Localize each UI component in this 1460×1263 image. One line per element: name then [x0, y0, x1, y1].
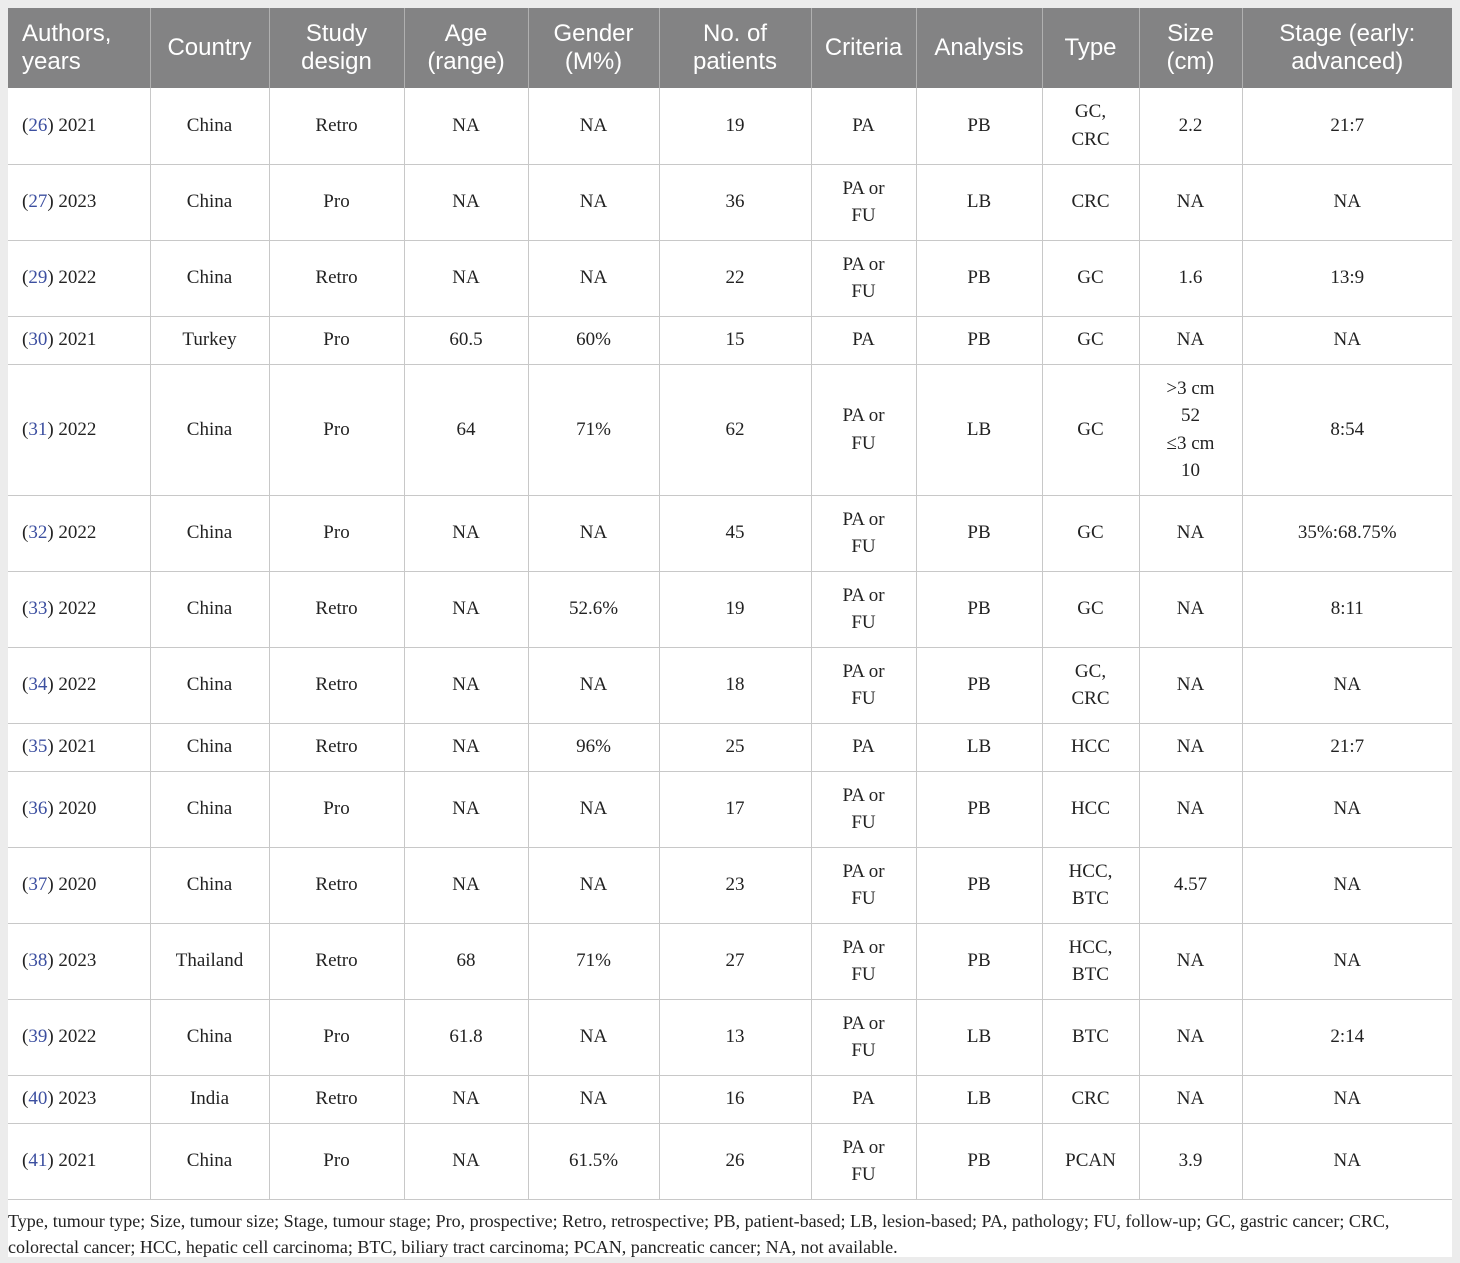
table-row	[8, 723, 1452, 771]
header-age: Age (range)	[404, 8, 528, 88]
cell-patients: 27	[659, 923, 811, 999]
table-row	[8, 495, 1452, 571]
cell-analysis: PB	[916, 647, 1042, 723]
year: 2022	[58, 598, 97, 620]
cell-authors-years	[8, 495, 150, 571]
cell-size: 1.6	[1139, 240, 1242, 316]
cell-analysis: PB	[916, 240, 1042, 316]
paren-open: (	[22, 1026, 29, 1048]
cell-type: HCC	[1042, 771, 1139, 847]
cell-gender: NA	[528, 999, 659, 1075]
cell-country: China	[150, 571, 269, 647]
table-row	[8, 364, 1452, 495]
cell-design: Retro	[269, 647, 404, 723]
cell-age: NA	[404, 1123, 528, 1199]
cell-size: NA	[1139, 999, 1242, 1075]
cell-stage: NA	[1242, 164, 1452, 240]
cell-stage: 2:14	[1242, 999, 1452, 1075]
cell-authors-years	[8, 771, 150, 847]
cell-age: NA	[404, 164, 528, 240]
cell-age: NA	[404, 647, 528, 723]
cell-gender: NA	[528, 847, 659, 923]
cell-gender: 96%	[528, 723, 659, 771]
paren-close: )	[47, 522, 59, 544]
header-country: Country	[150, 8, 269, 88]
cell-country: Thailand	[150, 923, 269, 999]
paren-close: )	[47, 115, 59, 136]
cell-stage: 8:11	[1242, 571, 1452, 647]
paren-close: )	[47, 329, 59, 351]
cell-stage: 21:7	[1242, 88, 1452, 164]
year: 2023	[58, 191, 97, 213]
year: 2023	[58, 1088, 97, 1110]
cell-analysis: LB	[916, 164, 1042, 240]
cell-type: CRC	[1042, 164, 1139, 240]
cell-patients: 22	[659, 240, 811, 316]
reference-link[interactable]: 26	[28, 115, 48, 136]
cell-authors-years	[8, 88, 150, 164]
reference-link[interactable]: 38	[28, 950, 48, 972]
cell-criteria: PA or FU	[811, 364, 916, 495]
reference-link[interactable]: 39	[28, 1026, 48, 1048]
cell-analysis: PB	[916, 495, 1042, 571]
cell-size: NA	[1139, 164, 1242, 240]
paren-close: )	[47, 598, 59, 620]
cell-country: China	[150, 240, 269, 316]
table-row	[8, 571, 1452, 647]
table-header-row	[8, 8, 1452, 88]
cell-design: Pro	[269, 164, 404, 240]
cell-design: Retro	[269, 723, 404, 771]
cell-gender: NA	[528, 647, 659, 723]
cell-analysis: PB	[916, 847, 1042, 923]
year: 2021	[58, 1150, 97, 1172]
cell-stage: NA	[1242, 771, 1452, 847]
cell-analysis: PB	[916, 571, 1042, 647]
cell-gender: 60%	[528, 316, 659, 364]
paren-close: )	[47, 874, 59, 896]
table-row	[8, 1123, 1452, 1199]
paren-open: (	[22, 418, 29, 440]
cell-stage: NA	[1242, 1123, 1452, 1199]
cell-size: 4.57	[1139, 847, 1242, 923]
header-size: Size (cm)	[1139, 8, 1242, 88]
paren-open: (	[22, 522, 29, 544]
cell-authors-years	[8, 316, 150, 364]
paren-close: )	[47, 736, 59, 758]
cell-analysis: LB	[916, 723, 1042, 771]
cell-stage: NA	[1242, 847, 1452, 923]
cell-age: NA	[404, 571, 528, 647]
cell-type: GC	[1042, 240, 1139, 316]
year: 2020	[58, 798, 97, 820]
header-type: Type	[1042, 8, 1139, 88]
cell-analysis: LB	[916, 999, 1042, 1075]
cell-gender: NA	[528, 495, 659, 571]
cell-authors-years	[8, 847, 150, 923]
cell-size: 2.2	[1139, 88, 1242, 164]
cell-age: NA	[404, 847, 528, 923]
cell-country: China	[150, 364, 269, 495]
cell-age: NA	[404, 240, 528, 316]
year: 2022	[58, 522, 97, 544]
cell-size: NA	[1139, 1075, 1242, 1123]
cell-patients: 18	[659, 647, 811, 723]
cell-patients: 13	[659, 999, 811, 1075]
cell-type: GC, CRC	[1042, 88, 1139, 164]
cell-design: Pro	[269, 495, 404, 571]
paren-open: (	[22, 798, 29, 820]
paren-open: (	[22, 874, 29, 896]
cell-analysis: PB	[916, 1123, 1042, 1199]
paren-open: (	[22, 736, 29, 758]
cell-type: BTC	[1042, 999, 1139, 1075]
header-gender: Gender (M%)	[528, 8, 659, 88]
cell-gender: 52.6%	[528, 571, 659, 647]
cell-authors-years	[8, 1123, 150, 1199]
cell-authors-years	[8, 240, 150, 316]
cell-analysis: PB	[916, 316, 1042, 364]
cell-design: Retro	[269, 847, 404, 923]
year: 2022	[58, 1026, 97, 1048]
cell-age: 61.8	[404, 999, 528, 1075]
cell-patients: 26	[659, 1123, 811, 1199]
cell-type: CRC	[1042, 1075, 1139, 1123]
cell-criteria: PA or FU	[811, 847, 916, 923]
paren-open: (	[22, 115, 29, 136]
cell-size: NA	[1139, 723, 1242, 771]
year: 2023	[58, 950, 97, 972]
cell-country: China	[150, 771, 269, 847]
cell-analysis: PB	[916, 923, 1042, 999]
year: 2022	[58, 674, 97, 696]
table-body	[8, 88, 1452, 1199]
cell-authors-years	[8, 923, 150, 999]
paren-close: )	[47, 798, 59, 820]
cell-patients: 36	[659, 164, 811, 240]
reference-link[interactable]: 35	[28, 736, 48, 758]
cell-size: NA	[1139, 771, 1242, 847]
cell-criteria: PA or FU	[811, 923, 916, 999]
cell-criteria: PA or FU	[811, 647, 916, 723]
reference-link[interactable]: 33	[28, 598, 48, 620]
cell-size: NA	[1139, 923, 1242, 999]
header-criteria: Criteria	[811, 8, 916, 88]
reference-link[interactable]: 29	[28, 267, 48, 289]
cell-patients: 19	[659, 88, 811, 164]
cell-authors-years	[8, 164, 150, 240]
reference-link[interactable]: 41	[28, 1150, 48, 1172]
table-row	[8, 164, 1452, 240]
cell-type: GC	[1042, 364, 1139, 495]
cell-type: GC	[1042, 495, 1139, 571]
cell-size: NA	[1139, 647, 1242, 723]
cell-country: China	[150, 723, 269, 771]
cell-design: Pro	[269, 771, 404, 847]
table-row	[8, 999, 1452, 1075]
cell-stage: NA	[1242, 923, 1452, 999]
cell-age: 64	[404, 364, 528, 495]
reference-link[interactable]: 36	[28, 798, 48, 820]
year: 2021	[58, 329, 97, 351]
paren-open: (	[22, 674, 29, 696]
cell-age: NA	[404, 771, 528, 847]
cell-stage: 21:7	[1242, 723, 1452, 771]
cell-size: NA	[1139, 571, 1242, 647]
paren-open: (	[22, 1088, 29, 1110]
reference-link[interactable]: 31	[28, 418, 48, 440]
paren-close: )	[47, 950, 59, 972]
header-no-of-patients: No. of patients	[659, 8, 811, 88]
cell-criteria: PA	[811, 723, 916, 771]
year: 2022	[58, 267, 97, 289]
cell-criteria: PA or FU	[811, 571, 916, 647]
table-row	[8, 923, 1452, 999]
cell-type: PCAN	[1042, 1123, 1139, 1199]
cell-country: China	[150, 847, 269, 923]
cell-authors-years	[8, 999, 150, 1075]
cell-age: NA	[404, 88, 528, 164]
year: 2021	[58, 115, 97, 136]
cell-size: 3.9	[1139, 1123, 1242, 1199]
cell-design: Pro	[269, 316, 404, 364]
cell-stage: NA	[1242, 316, 1452, 364]
header-authors-years: Authors, years	[8, 8, 150, 88]
reference-link[interactable]: 30	[28, 329, 48, 351]
paren-close: )	[47, 267, 59, 289]
cell-country: China	[150, 88, 269, 164]
cell-gender: NA	[528, 88, 659, 164]
cell-criteria: PA	[811, 316, 916, 364]
cell-analysis: LB	[916, 364, 1042, 495]
year: 2020	[58, 874, 97, 896]
header-analysis: Analysis	[916, 8, 1042, 88]
cell-design: Retro	[269, 240, 404, 316]
cell-criteria: PA	[811, 88, 916, 164]
paren-open: (	[22, 267, 29, 289]
paren-close: )	[47, 418, 59, 440]
cell-country: Turkey	[150, 316, 269, 364]
cell-age: NA	[404, 495, 528, 571]
cell-country: India	[150, 1075, 269, 1123]
cell-patients: 45	[659, 495, 811, 571]
cell-gender: 71%	[528, 923, 659, 999]
cell-analysis: PB	[916, 88, 1042, 164]
cell-criteria: PA or FU	[811, 999, 916, 1075]
cell-patients: 23	[659, 847, 811, 923]
paren-close: )	[47, 1026, 59, 1048]
studies-table	[8, 8, 1452, 1200]
cell-authors-years	[8, 364, 150, 495]
paren-open: (	[22, 191, 29, 213]
header-stage: Stage (early: advanced)	[1242, 8, 1452, 88]
cell-design: Retro	[269, 923, 404, 999]
cell-stage: 13:9	[1242, 240, 1452, 316]
cell-gender: NA	[528, 771, 659, 847]
paren-close: )	[47, 191, 59, 213]
year: 2021	[58, 736, 97, 758]
cell-criteria: PA or FU	[811, 495, 916, 571]
table-row	[8, 847, 1452, 923]
table-row	[8, 316, 1452, 364]
table-row	[8, 771, 1452, 847]
paren-open: (	[22, 329, 29, 351]
reference-link[interactable]: 34	[28, 674, 48, 696]
cell-type: HCC	[1042, 723, 1139, 771]
cell-patients: 16	[659, 1075, 811, 1123]
cell-country: China	[150, 1123, 269, 1199]
cell-analysis: PB	[916, 771, 1042, 847]
cell-stage: NA	[1242, 647, 1452, 723]
cell-size: NA	[1139, 316, 1242, 364]
cell-patients: 17	[659, 771, 811, 847]
cell-design: Pro	[269, 999, 404, 1075]
year: 2022	[58, 418, 97, 440]
cell-gender: 71%	[528, 364, 659, 495]
paren-close: )	[47, 674, 59, 696]
cell-stage: 8:54	[1242, 364, 1452, 495]
reference-link[interactable]: 40	[28, 1088, 48, 1110]
cell-patients: 15	[659, 316, 811, 364]
cell-size: >3 cm 52 ≤3 cm 10	[1139, 364, 1242, 495]
reference-link[interactable]: 27	[28, 191, 48, 213]
table-row	[8, 88, 1452, 164]
table-row	[8, 240, 1452, 316]
paren-open: (	[22, 598, 29, 620]
cell-gender: NA	[528, 1075, 659, 1123]
cell-design: Retro	[269, 571, 404, 647]
cell-age: NA	[404, 723, 528, 771]
cell-criteria: PA or FU	[811, 164, 916, 240]
cell-stage: NA	[1242, 1075, 1452, 1123]
cell-country: China	[150, 164, 269, 240]
table-row	[8, 647, 1452, 723]
cell-criteria: PA or FU	[811, 1123, 916, 1199]
cell-type: GC, CRC	[1042, 647, 1139, 723]
cell-type: HCC, BTC	[1042, 847, 1139, 923]
cell-age: NA	[404, 1075, 528, 1123]
cell-gender: 61.5%	[528, 1123, 659, 1199]
cell-country: China	[150, 495, 269, 571]
paren-open: (	[22, 1150, 29, 1172]
table-row	[8, 1075, 1452, 1123]
cell-gender: NA	[528, 164, 659, 240]
reference-link[interactable]: 37	[28, 874, 48, 896]
cell-patients: 19	[659, 571, 811, 647]
cell-type: GC	[1042, 316, 1139, 364]
cell-authors-years	[8, 571, 150, 647]
cell-patients: 25	[659, 723, 811, 771]
cell-criteria: PA or FU	[811, 240, 916, 316]
cell-stage: 35%:68.75%	[1242, 495, 1452, 571]
paren-close: )	[47, 1150, 59, 1172]
cell-patients: 62	[659, 364, 811, 495]
cell-age: 68	[404, 923, 528, 999]
reference-link[interactable]: 32	[28, 522, 48, 544]
cell-country: China	[150, 647, 269, 723]
cell-gender: NA	[528, 240, 659, 316]
cell-type: HCC, BTC	[1042, 923, 1139, 999]
cell-analysis: LB	[916, 1075, 1042, 1123]
cell-type: GC	[1042, 571, 1139, 647]
table-container	[8, 8, 1452, 1257]
paren-close: )	[47, 1088, 59, 1110]
cell-authors-years	[8, 723, 150, 771]
cell-authors-years	[8, 1075, 150, 1123]
cell-country: China	[150, 999, 269, 1075]
cell-design: Retro	[269, 88, 404, 164]
cell-criteria: PA or FU	[811, 771, 916, 847]
cell-design: Pro	[269, 1123, 404, 1199]
cell-age: 60.5	[404, 316, 528, 364]
cell-size: NA	[1139, 495, 1242, 571]
paren-open: (	[22, 950, 29, 972]
table-footnote: Type, tumour type; Size, tumour size; Stage, tumour stage; Pro, prospective; Retro, retrospective; PB, patient-based; LB, lesion-based; PA, pathology; FU, follow-up; GC, gastric cancer; CRC, colorectal cancer; HCC, hepatic cell carcinoma; BTC, biliary tract carcinoma; PCAN, pancreatic cancer; NA, not available.	[8, 1210, 1390, 1257]
cell-authors-years	[8, 647, 150, 723]
cell-design: Retro	[269, 1075, 404, 1123]
cell-design: Pro	[269, 364, 404, 495]
cell-criteria: PA	[811, 1075, 916, 1123]
header-study-design: Study design	[269, 8, 404, 88]
